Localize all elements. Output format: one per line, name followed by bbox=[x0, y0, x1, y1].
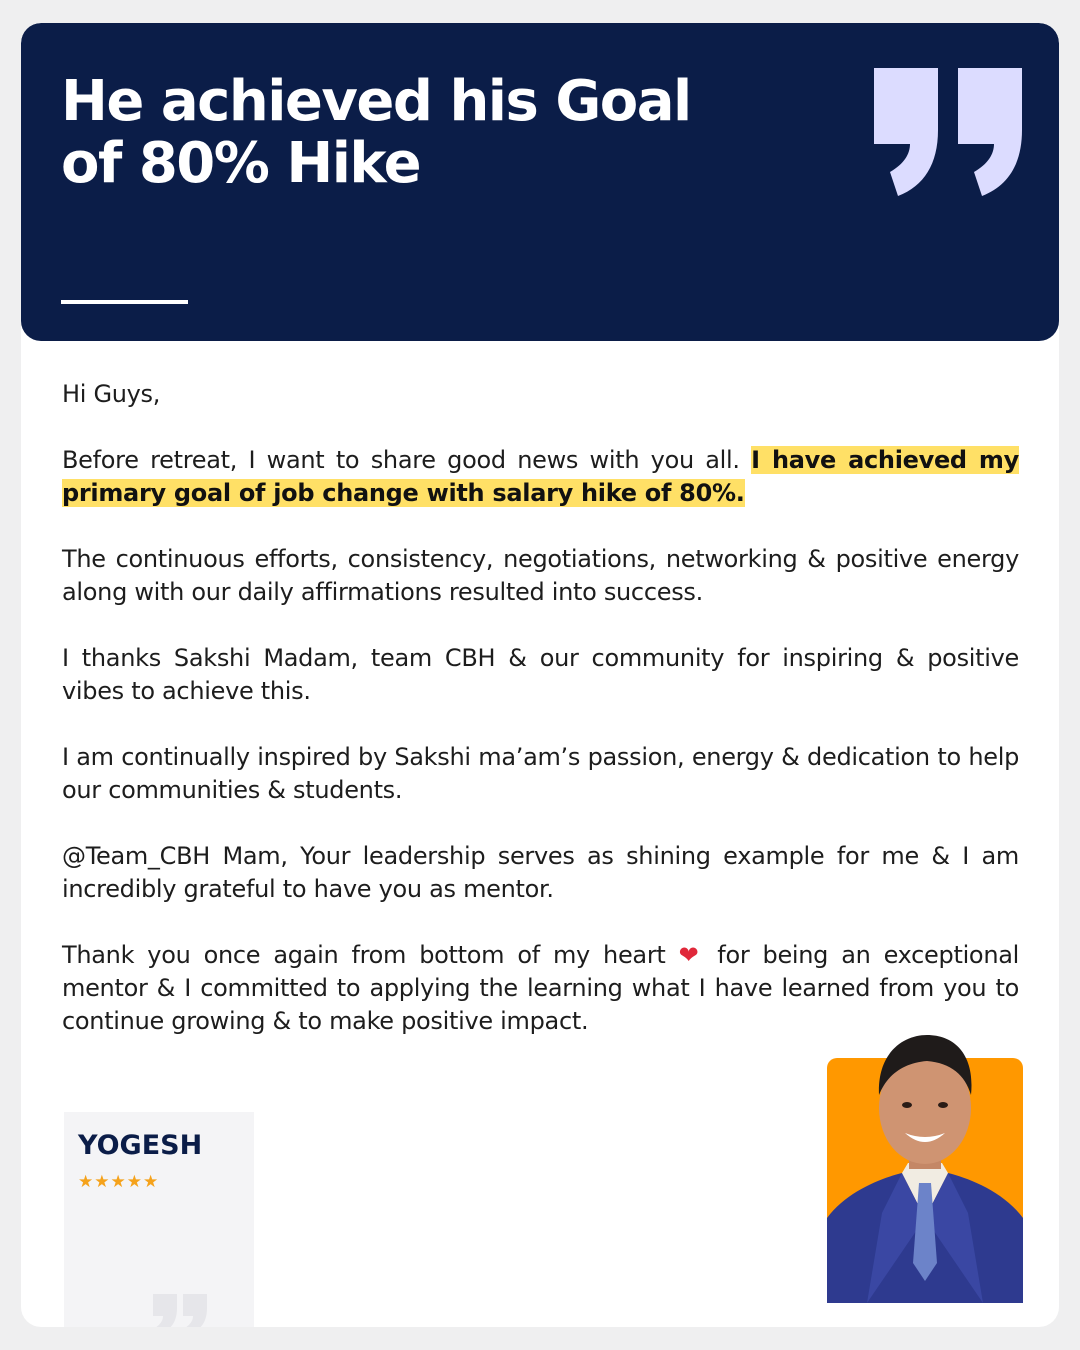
greeting: Hi Guys, bbox=[62, 380, 161, 408]
highlight-achievement: I have achieved my primary goal of job change with salary hike of 80%. bbox=[62, 446, 1019, 507]
signature-box bbox=[64, 1112, 254, 1327]
paragraph-3: I thanks Sakshi Madam, team CBH & our community for inspiring & positive vibes to achieve this. bbox=[62, 644, 1019, 705]
testimonial-body bbox=[62, 378, 1019, 1038]
title-underline bbox=[61, 300, 188, 304]
heart-icon: ❤ bbox=[678, 941, 705, 969]
star-rating: ★★★★★ bbox=[78, 1172, 160, 1191]
paragraph-2: The continuous efforts, consistency, negotiations, networking & positive energy along with our daily affirmations resulted into success. bbox=[62, 545, 1019, 606]
paragraph-1 bbox=[62, 444, 1019, 510]
header-banner bbox=[21, 23, 1059, 341]
quote-mark-icon bbox=[149, 1294, 209, 1327]
paragraph-6-text-b: for being an exceptional mentor & I committed to applying the learning what I have learned from you to continue growing & to make positive impact. bbox=[62, 941, 1020, 1035]
author-photo bbox=[827, 1013, 1023, 1303]
paragraph-4: I am continually inspired by Sakshi ma’am’s passion, energy & dedication to help our communities & students. bbox=[62, 743, 1019, 804]
testimonial-card bbox=[21, 23, 1059, 1327]
author-name: YOGESH bbox=[78, 1130, 203, 1161]
closing-quote-icon bbox=[874, 68, 1026, 196]
paragraph-5: @Team_CBH Mam, Your leadership serves as shining example for me & I am incredibly grateful to have you as mentor. bbox=[62, 842, 1019, 903]
paragraph-6-text-a: Thank you once again from bottom of my heart bbox=[62, 941, 679, 969]
page-title: He achieved his Goal of 80% Hike bbox=[61, 69, 691, 196]
paragraph-1-text: Before retreat, I want to share good news with you all. bbox=[62, 446, 752, 474]
